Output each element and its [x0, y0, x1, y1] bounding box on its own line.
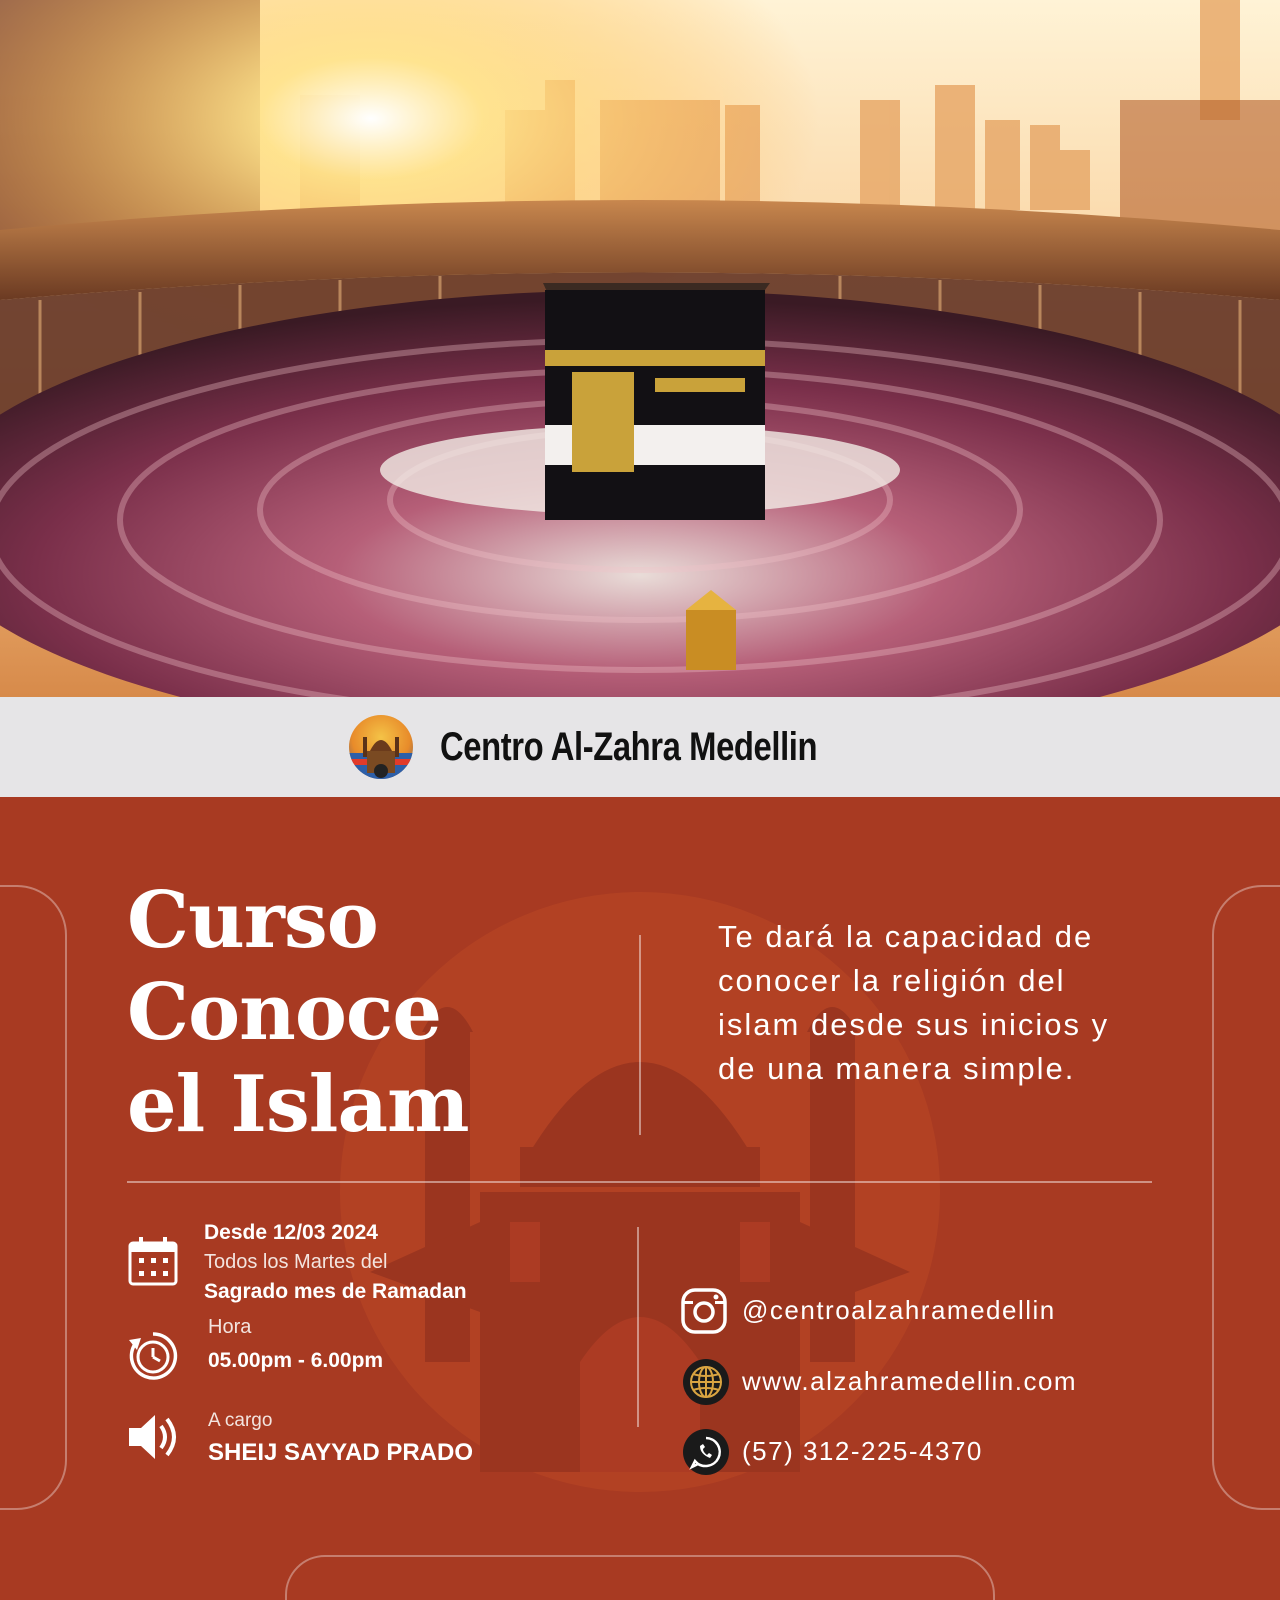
- divider-horizontal: [127, 1181, 1152, 1183]
- globe-icon: [682, 1358, 730, 1406]
- brand-logo: [349, 715, 413, 779]
- course-title: [127, 875, 469, 1151]
- speaker-icon: [127, 1411, 179, 1463]
- schedule-frequency: Todos los Martes del: [204, 1251, 388, 1273]
- mosque-logo-icon: [349, 715, 413, 779]
- brand-name: Centro Al-Zahra Medellin: [440, 725, 818, 769]
- hero-photo-art: [0, 0, 1280, 697]
- host-name: SHEIJ SAYYAD PRADO: [208, 1439, 473, 1466]
- host-label: A cargo: [208, 1410, 273, 1431]
- course-title-line-3: el Islam: [127, 1059, 469, 1150]
- whatsapp-icon: [682, 1428, 730, 1476]
- clock-icon: [127, 1330, 179, 1382]
- instagram-icon: [680, 1287, 728, 1335]
- hero-photo-kaaba: [0, 0, 1280, 697]
- brand-bar: [0, 697, 1280, 797]
- course-description: Te dará la capacidad de conocer la religión del islam desde sus inicios y de una manera simple.: [718, 919, 1110, 1086]
- divider-vertical-top: [639, 935, 641, 1135]
- website-link[interactable]: www.alzahramedellin.com: [742, 1366, 1078, 1396]
- instagram-handle[interactable]: @centroalzahramedellin: [742, 1295, 1056, 1325]
- time-label: Hora: [208, 1316, 252, 1338]
- decorative-frame-right: [1212, 885, 1280, 1510]
- decorative-frame-bottom: [285, 1555, 995, 1600]
- schedule-period: Sagrado mes de Ramadan: [204, 1280, 467, 1303]
- time-value: 05.00pm - 6.00pm: [208, 1349, 384, 1372]
- calendar-icon: [127, 1235, 179, 1287]
- divider-vertical-bottom: [637, 1227, 639, 1427]
- course-title-line-1: Curso: [127, 875, 378, 966]
- decorative-frame-left: [0, 885, 67, 1510]
- course-title-line-2: Conoce: [127, 967, 441, 1058]
- course-panel: [0, 797, 1280, 1600]
- phone-number[interactable]: (57) 312-225-4370: [742, 1436, 983, 1466]
- schedule-start: Desde 12/03 2024: [204, 1221, 378, 1244]
